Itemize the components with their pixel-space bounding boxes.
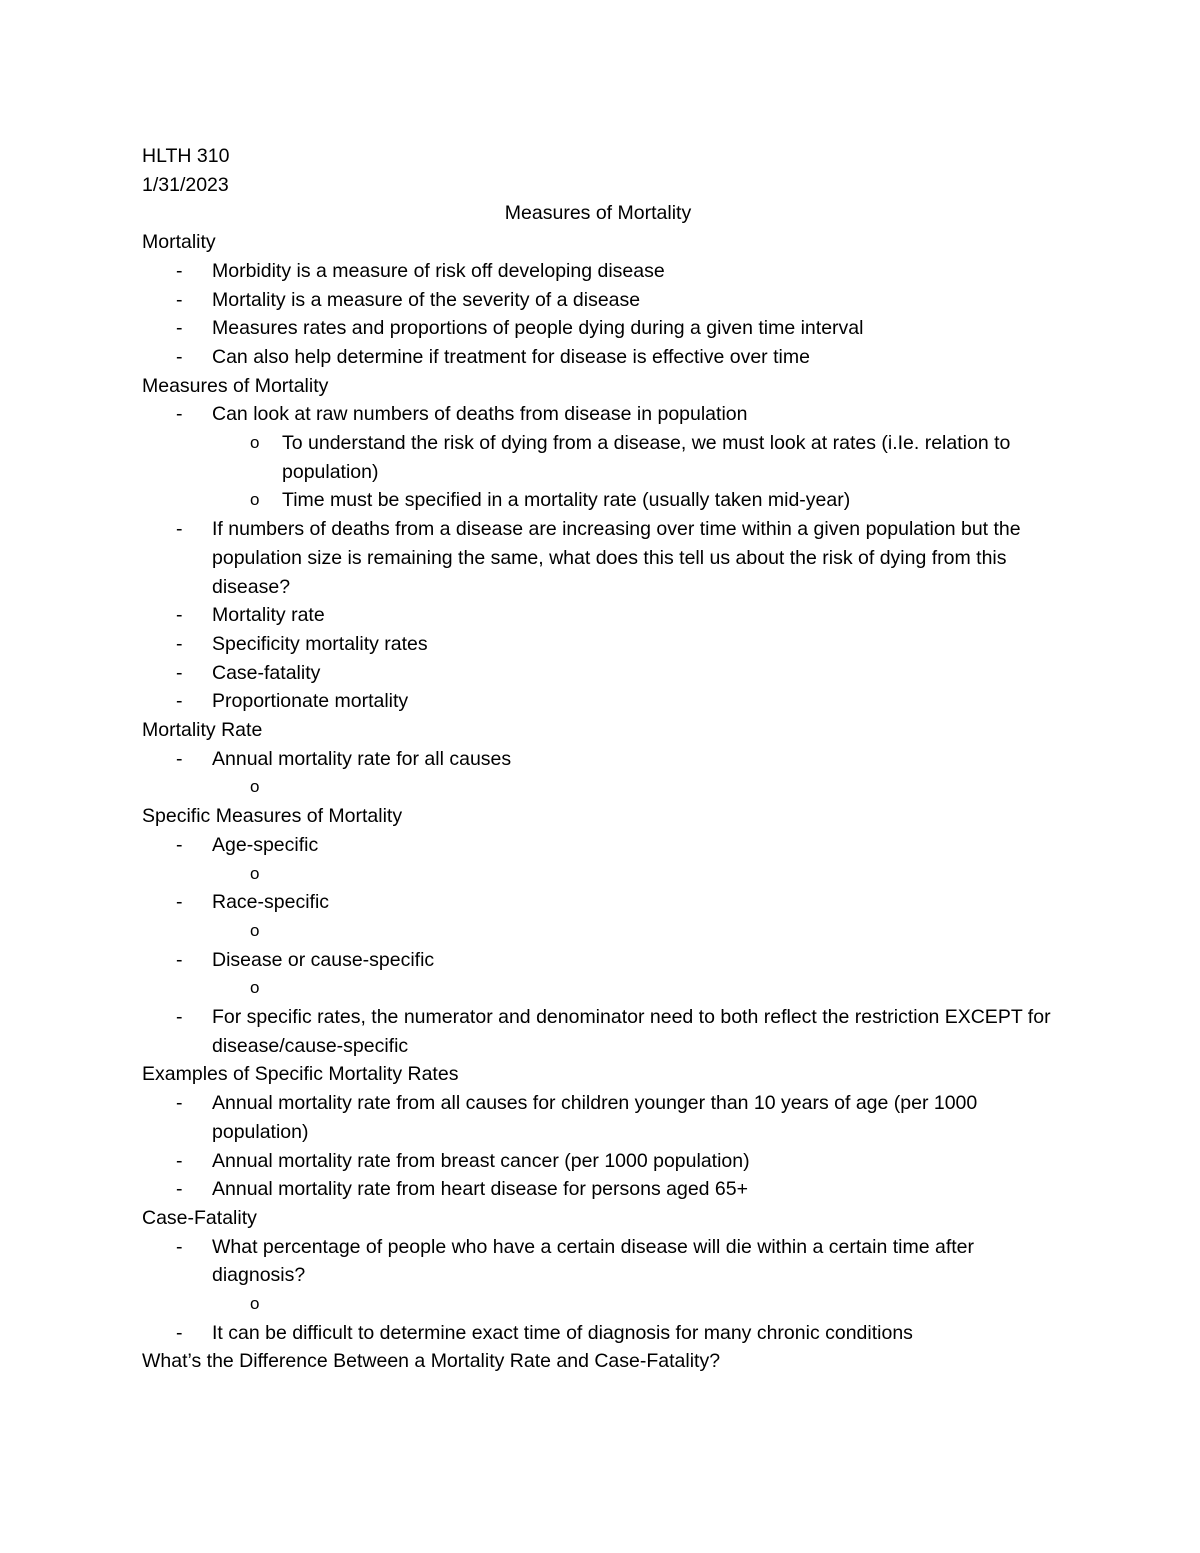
- dash-bullet-marker: -: [176, 403, 183, 426]
- dash-bullet-marker: -: [176, 288, 183, 311]
- sub-bullet-text: Time must be specified in a mortality rate (usually taken mid-year): [282, 489, 851, 512]
- bullet-item: [142, 1089, 1072, 1146]
- sub-bullet-item: [142, 429, 1072, 486]
- circle-bullet-marker: o: [250, 920, 260, 940]
- bullet-item: [142, 601, 1072, 630]
- sub-bullet-item: [142, 917, 1072, 946]
- dash-bullet-marker: -: [176, 833, 183, 856]
- bullet-text: Annual mortality rate from all causes for children younger than 10 years of age (per 1000 population): [212, 1092, 978, 1143]
- course-code: HLTH 310: [142, 145, 230, 167]
- sub-bullet-text: To understand the risk of dying from a disease, we must look at rates (i.Ie. relation to population): [282, 432, 1011, 483]
- bullet-text: Case-fatality: [212, 661, 321, 684]
- dash-bullet-marker: -: [176, 690, 183, 713]
- dash-bullet-marker: -: [176, 632, 183, 655]
- section-heading: Case-Fatality: [142, 1206, 257, 1229]
- bullet-text: Can also help determine if treatment for disease is effective over time: [212, 345, 810, 368]
- dash-bullet-marker: -: [176, 1006, 183, 1029]
- section-heading: What’s the Difference Between a Mortality Rate and Case-Fatality?: [142, 1350, 721, 1373]
- section-heading: Specific Measures of Mortality: [142, 805, 403, 828]
- dash-bullet-marker: -: [176, 345, 183, 368]
- bullet-text: Annual mortality rate from heart disease for persons aged 65+: [212, 1178, 749, 1201]
- section-heading: Measures of Mortality: [142, 374, 329, 397]
- bullet-item: [142, 314, 1072, 343]
- dash-bullet-marker: -: [176, 518, 183, 541]
- bullet-text: What percentage of people who have a certain disease will die within a certain time after diagnosis?: [212, 1235, 975, 1287]
- circle-bullet-marker: o: [250, 1294, 260, 1314]
- bullet-item: [142, 659, 1072, 688]
- section-heading: Examples of Specific Mortality Rates: [142, 1063, 459, 1086]
- bullet-text: Mortality is a measure of the severity of a disease: [212, 288, 641, 311]
- bullet-item: [142, 515, 1072, 601]
- bullet-text: For specific rates, the numerator and denominator need to both reflect the restriction EXCEPT for disease/cause-specific: [212, 1006, 1051, 1057]
- dash-bullet-marker: -: [176, 604, 183, 627]
- bullet-text: Specificity mortality rates: [212, 632, 428, 655]
- bullet-item: [142, 1175, 1072, 1204]
- section-heading: Mortality: [142, 231, 216, 254]
- sub-bullet-item: [142, 773, 1072, 802]
- circle-bullet-marker: o: [250, 863, 260, 883]
- bullet-text: Proportionate mortality: [212, 690, 409, 713]
- bullet-item: [142, 745, 1072, 774]
- dash-bullet-marker: -: [176, 1321, 183, 1344]
- document-body: [142, 142, 1072, 1376]
- bullet-item: [142, 687, 1072, 716]
- sub-bullet-item: [142, 1290, 1072, 1319]
- bullet-item: [142, 888, 1072, 917]
- note-date: 1/31/2023: [142, 173, 229, 196]
- bullet-text: Disease or cause-specific: [212, 948, 435, 971]
- bullet-text: Mortality rate: [212, 604, 325, 627]
- bullet-text: Age-specific: [212, 833, 319, 856]
- dash-bullet-marker: -: [176, 661, 183, 684]
- bullet-item: [142, 400, 1072, 429]
- bullet-text: Can look at raw numbers of deaths from disease in population: [212, 403, 748, 426]
- sub-bullet-item: [142, 860, 1072, 889]
- bullet-item: [142, 1233, 1072, 1290]
- dash-bullet-marker: -: [176, 891, 183, 914]
- sub-bullet-item: [142, 486, 1072, 515]
- bullet-text: If numbers of deaths from a disease are increasing over time within a given population but the population size is remaining the same, what does this tell us about the risk of dying from this disease?: [212, 518, 1021, 598]
- bullet-item: [142, 343, 1072, 372]
- bullet-item: [142, 1003, 1072, 1060]
- bullet-text: Measures rates and proportions of people dying during a given time interval: [212, 317, 864, 340]
- sections-container: [142, 228, 1072, 1376]
- bullet-text: Annual mortality rate for all causes: [212, 747, 512, 770]
- bullet-text: Morbidity is a measure of risk off developing disease: [212, 259, 665, 282]
- dash-bullet-marker: -: [176, 1149, 183, 1172]
- bullet-item: [142, 630, 1072, 659]
- bullet-text: It can be difficult to determine exact time of diagnosis for many chronic conditions: [212, 1321, 913, 1344]
- bullet-item: [142, 1147, 1072, 1176]
- bullet-text: Race-specific: [212, 891, 330, 914]
- bullet-item: [142, 286, 1072, 315]
- bullet-item: [142, 831, 1072, 860]
- circle-bullet-marker: o: [250, 777, 260, 797]
- bullet-text: Annual mortality rate from breast cancer (per 1000 population): [212, 1149, 750, 1172]
- circle-bullet-marker: o: [250, 978, 260, 998]
- sub-bullet-item: [142, 974, 1072, 1003]
- dash-bullet-marker: -: [176, 747, 183, 770]
- circle-bullet-marker: o: [250, 490, 260, 510]
- dash-bullet-marker: -: [176, 1235, 183, 1258]
- dash-bullet-marker: -: [176, 259, 183, 282]
- document-title: Measures of Mortality: [504, 202, 692, 225]
- dash-bullet-marker: -: [176, 1178, 183, 1201]
- bullet-item: [142, 1319, 1072, 1348]
- section-heading: Mortality Rate: [142, 719, 263, 742]
- bullet-item: [142, 257, 1072, 286]
- bullet-item: [142, 946, 1072, 975]
- circle-bullet-marker: o: [250, 433, 260, 453]
- dash-bullet-marker: -: [176, 948, 183, 971]
- dash-bullet-marker: -: [176, 317, 183, 340]
- dash-bullet-marker: -: [176, 1092, 183, 1115]
